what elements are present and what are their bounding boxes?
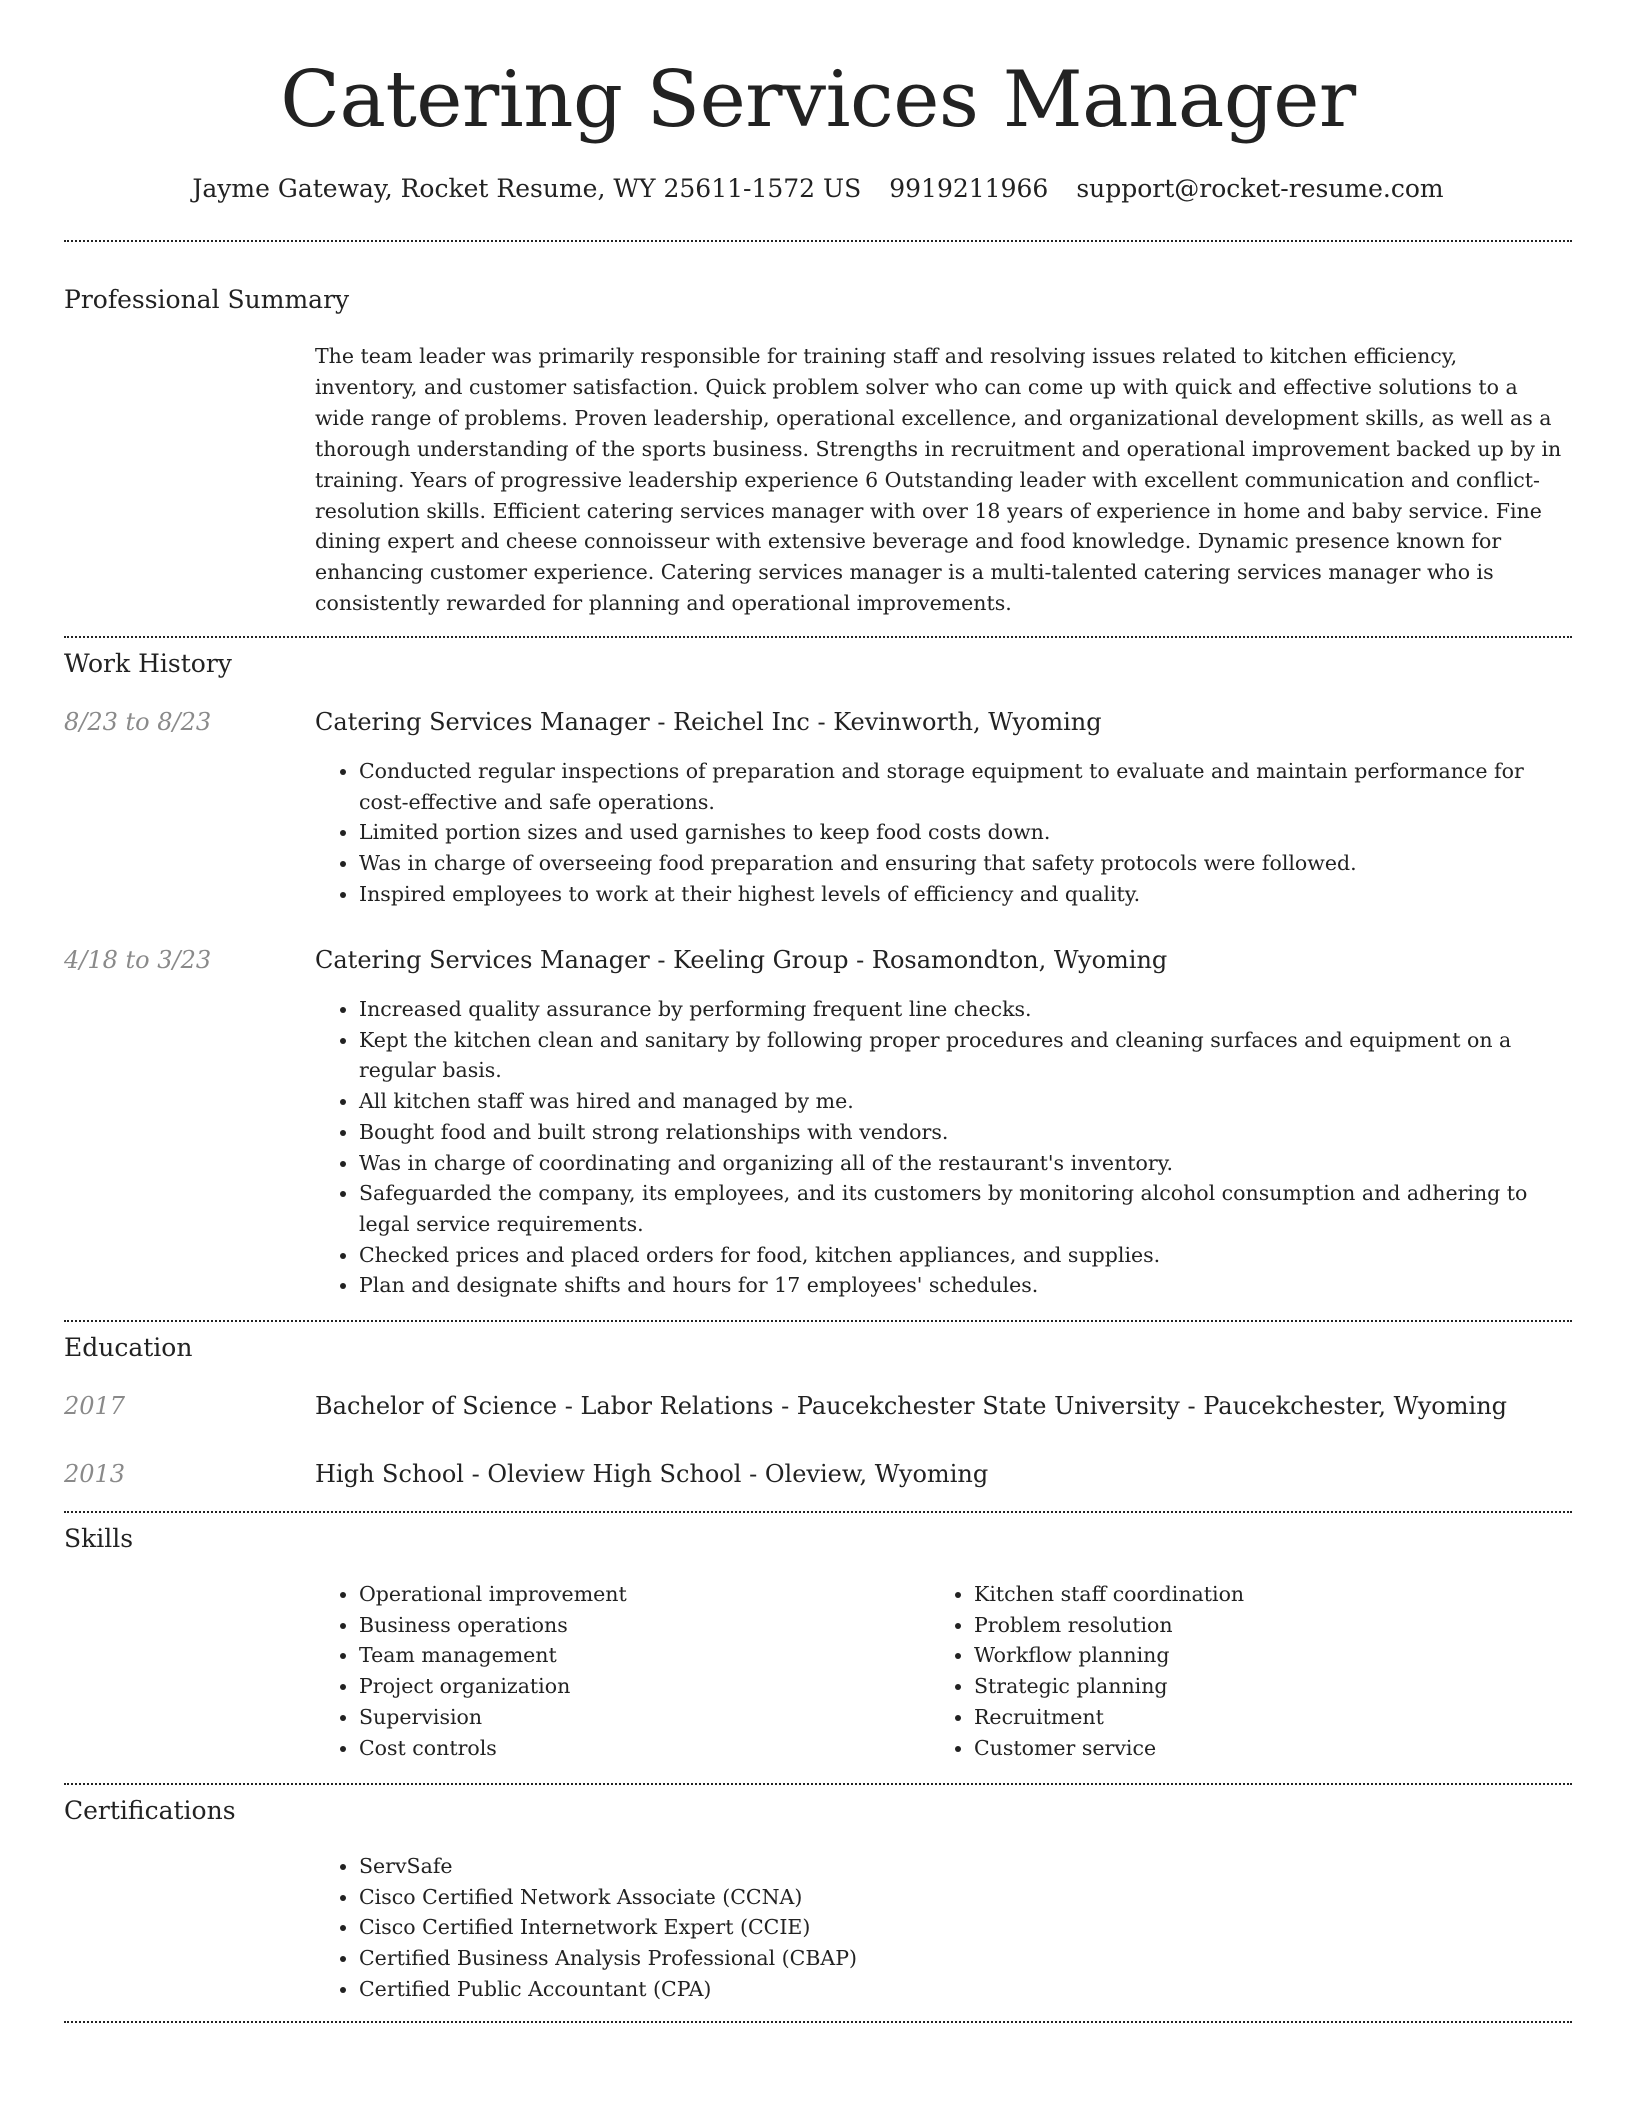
skill-item: • Strategic planning [974,1671,1490,1702]
skills-heading: Skills [64,1524,134,1553]
job-bullet: • Limited portion sizes and used garnishes to keep food costs down. [359,817,1572,848]
skill-item: • Supervision [359,1702,875,1733]
education-year: 2013 [64,1460,126,1488]
section-divider [64,240,1572,242]
job-bullet: • Checked prices and placed orders for food, kitchen appliances, and supplies. [359,1240,1572,1271]
skill-item: • Workflow planning [974,1640,1490,1671]
section-divider [64,1320,1572,1322]
skill-item: • Business operations [359,1610,875,1641]
contact-address: Jayme Gateway, Rocket Resume, WY 25611-1572 US [192,174,862,203]
education-entry [315,1389,1572,1423]
skill-item: • Team management [359,1640,875,1671]
summary-text: The team leader was primarily responsible for training staff and resolving issues related to kitchen efficiency, inventory, and customer satisfaction. Quick problem solver who can come up with quick and effective solutions to a wide range of problems. Proven leadership, operational excellence, and organizational development skills, as well as a thorough understanding of the sports business. Strengths in recruitment and operational improvement backed up by in training. Years of progressive leadership experience 6 Outstanding leader with excellent communication and conflict-resolution skills. Efficient catering services manager with over 18 years of experience in home and baby service. Fine dining expert and cheese connoisseur with extensive beverage and food knowledge. Dynamic presence known for enhancing customer experience. Catering services manager is a multi-talented catering services manager who is consistently rewarded for planning and operational improvements. [315,344,1562,616]
contact-phone: 9919211966 [889,174,1049,203]
section-divider [64,636,1572,638]
work-history-heading: Work History [64,649,232,678]
certification-item: • Certified Public Accountant (CPA) [359,1974,1572,2005]
skills-list-right [930,1579,1490,1763]
summary-heading: Professional Summary [64,285,350,314]
job-bullet: • Safeguarded the company, its employees, and its customers by monitoring alcohol consumption and adhering to legal service requirements. [359,1178,1572,1239]
job-bullet: • Was in charge of overseeing food preparation and ensuring that safety protocols were followed. [359,848,1572,879]
skill-item: • Recruitment [974,1702,1490,1733]
job-heading: Catering Services Manager - Reichel Inc - Kevinworth, Wyoming [315,708,1102,736]
job-bullets [315,756,1572,910]
education-school: - Oleview High School - Oleview, Wyoming [463,1460,989,1488]
job-bullet: • Plan and designate shifts and hours for 17 employees' schedules. [359,1270,1572,1301]
job-dates: 8/23 to 8/23 [64,708,212,736]
resume-title: Catering Services Manager [280,55,1356,145]
job-bullet: • Was in charge of coordinating and organizing all of the restaurant's inventory. [359,1148,1572,1179]
skill-item: • Project organization [359,1671,875,1702]
section-divider [64,2021,1572,2023]
skill-item: • Cost controls [359,1733,875,1764]
skill-item: • Problem resolution [974,1610,1490,1641]
section-divider [64,1783,1572,1785]
contact-email: support@rocket-resume.com [1076,174,1444,203]
certification-item: • Cisco Certified Network Associate (CCNA) [359,1882,1572,1913]
job-bullets [315,994,1572,1301]
job-bullet: • Bought food and built strong relationships with vendors. [359,1117,1572,1148]
skill-item: • Operational improvement [359,1579,875,1610]
job-heading: Catering Services Manager - Keeling Group - Rosamondton, Wyoming [315,946,1168,974]
certification-item: • Certified Business Analysis Professional (CBAP) [359,1943,1572,1974]
certifications-list [315,1851,1572,2005]
job-dates: 4/18 to 3/23 [64,946,212,974]
education-heading: Education [64,1333,193,1362]
job-bullet: • All kitchen staff was hired and managed by me. [359,1086,1572,1117]
education-school: - Paucekchester State University - Paucekchester, Wyoming [773,1392,1508,1420]
skills-list-left [315,1579,875,1763]
education-degree: High School [315,1460,464,1488]
education-year: 2017 [64,1392,126,1420]
job-bullet: • Kept the kitchen clean and sanitary by following proper procedures and cleaning surfaces and equipment on a regular basis. [359,1025,1572,1086]
job-bullet: • Inspired employees to work at their highest levels of efficiency and quality. [359,879,1572,910]
contact-line [64,172,1572,206]
certification-item: • Cisco Certified Internetwork Expert (CCIE) [359,1912,1572,1943]
job-bullet: • Increased quality assurance by performing frequent line checks. [359,994,1572,1025]
education-degree: Bachelor of Science - Labor Relations [315,1392,774,1420]
section-divider [64,1511,1572,1513]
skill-item: • Customer service [974,1733,1490,1764]
certifications-heading: Certifications [64,1796,236,1825]
job-bullet: • Conducted regular inspections of preparation and storage equipment to evaluate and maintain performance for cost-effective and safe operations. [359,756,1572,817]
skill-item: • Kitchen staff coordination [974,1579,1490,1610]
education-entry [315,1457,1572,1491]
certification-item: • ServSafe [359,1851,1572,1882]
